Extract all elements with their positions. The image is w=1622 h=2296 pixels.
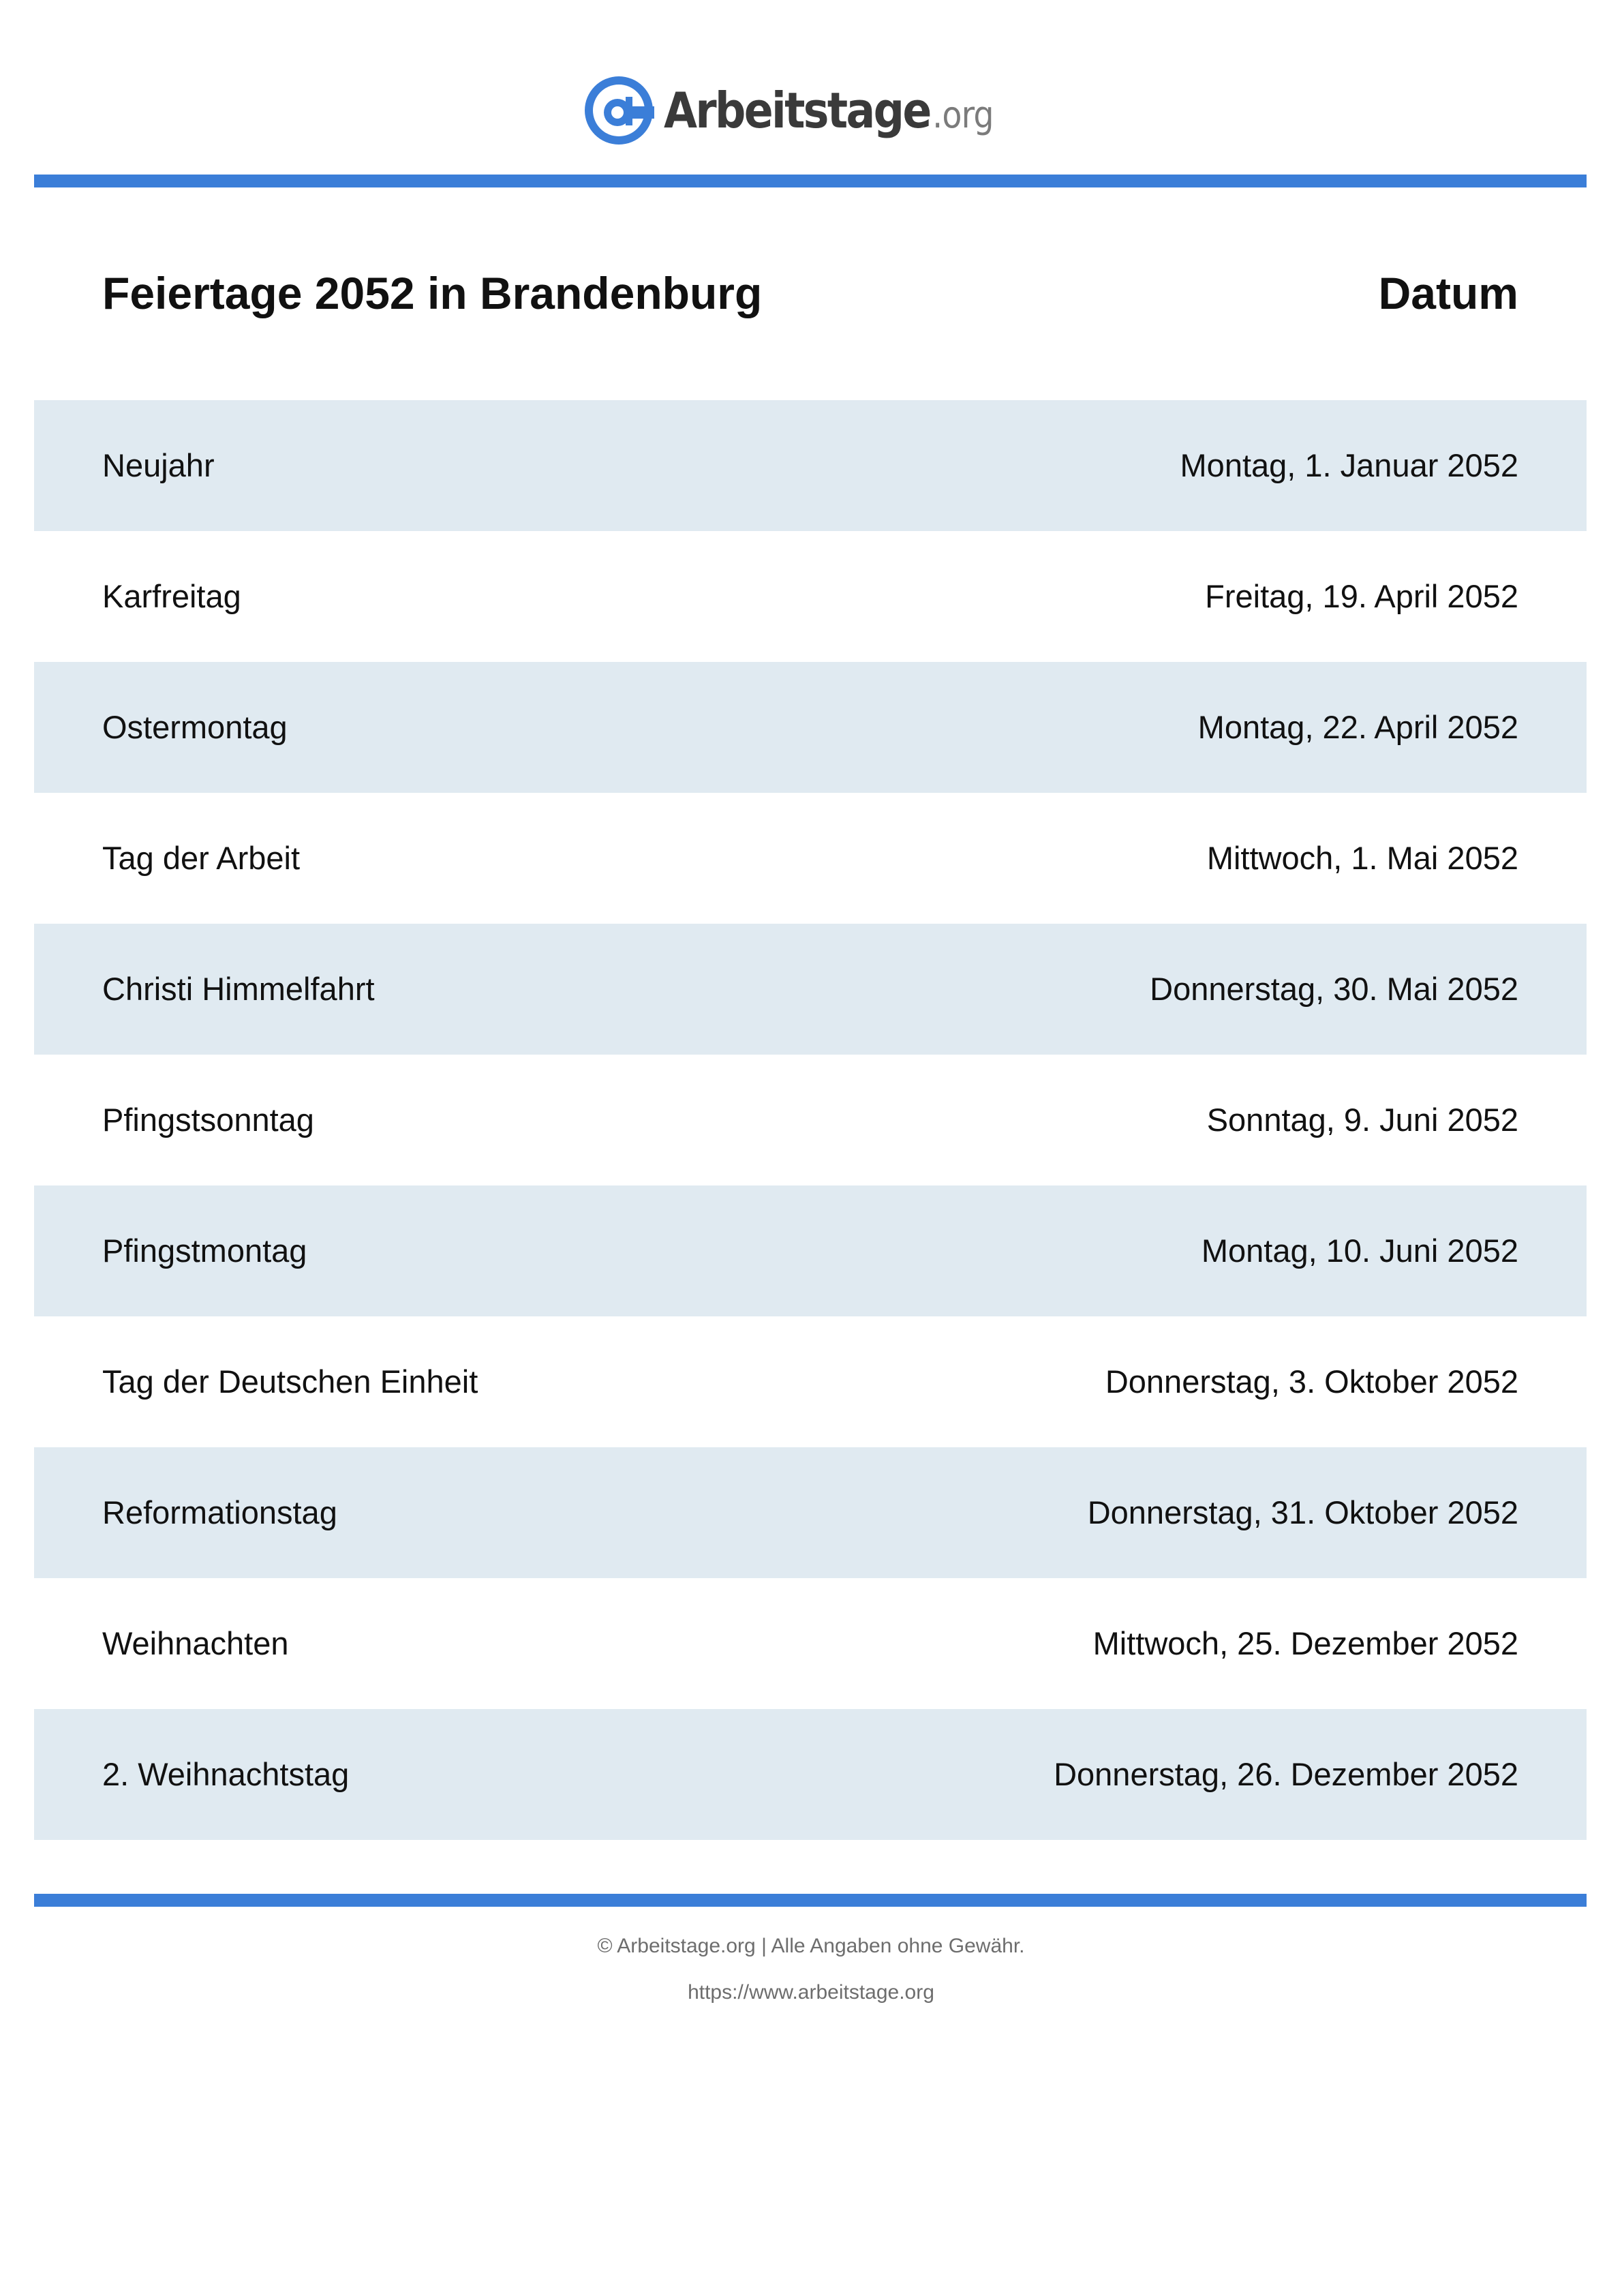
table-row [34, 1578, 1587, 1709]
holiday-date: Mittwoch, 1. Mai 2052 [1206, 840, 1518, 876]
holiday-date: Donnerstag, 30. Mai 2052 [1150, 971, 1518, 1007]
holiday-name: Karfreitag [102, 578, 241, 614]
page-title: Feiertage 2052 in Brandenburg [102, 268, 763, 318]
holiday-date: Donnerstag, 26. Dezember 2052 [1054, 1756, 1518, 1792]
holiday-name: 2. Weihnachtstag [102, 1756, 350, 1792]
table-row [34, 400, 1587, 531]
table-header [34, 259, 1587, 327]
holiday-name: Reformationstag [102, 1494, 337, 1530]
table-row [34, 1709, 1587, 1840]
top-divider [34, 175, 1587, 187]
logo-tld: .org [932, 93, 994, 136]
site-logo[interactable] [0, 72, 1622, 149]
holiday-table [34, 400, 1587, 1840]
holiday-date: Freitag, 19. April 2052 [1205, 578, 1518, 614]
holiday-name: Pfingstmontag [102, 1233, 307, 1269]
holiday-name: Ostermontag [102, 709, 288, 745]
table-row [34, 1316, 1587, 1447]
logo-wordmark [664, 82, 994, 139]
logo-name: Arbeitstage [664, 82, 930, 139]
at-sign-icon [583, 75, 654, 146]
table-row [34, 1447, 1587, 1578]
holiday-date: Donnerstag, 3. Oktober 2052 [1105, 1363, 1518, 1400]
table-row [34, 793, 1587, 924]
holiday-name: Neujahr [102, 447, 215, 483]
holiday-name: Pfingstsonntag [102, 1102, 314, 1138]
holiday-date: Sonntag, 9. Juni 2052 [1206, 1102, 1518, 1138]
footer-copyright: © Arbeitstage.org | Alle Angaben ohne Gewähr. [597, 1935, 1025, 1957]
table-row [34, 1055, 1587, 1185]
table-row [34, 531, 1587, 662]
holiday-name: Tag der Deutschen Einheit [102, 1363, 478, 1400]
date-column-header: Datum [1378, 268, 1518, 318]
holiday-date: Donnerstag, 31. Oktober 2052 [1087, 1494, 1518, 1530]
holiday-name: Tag der Arbeit [102, 840, 301, 876]
footer-url[interactable]: https://www.arbeitstage.org [688, 1981, 934, 2004]
table-row [34, 1185, 1587, 1316]
bottom-divider [34, 1894, 1587, 1907]
table-row [34, 662, 1587, 793]
holiday-date: Montag, 10. Juni 2052 [1201, 1233, 1518, 1269]
holiday-date: Montag, 1. Januar 2052 [1180, 447, 1518, 483]
holiday-date: Montag, 22. April 2052 [1197, 709, 1518, 745]
table-row [34, 924, 1587, 1055]
holiday-date: Mittwoch, 25. Dezember 2052 [1092, 1625, 1518, 1661]
holiday-name: Weihnachten [102, 1625, 289, 1661]
holiday-name: Christi Himmelfahrt [102, 971, 375, 1007]
